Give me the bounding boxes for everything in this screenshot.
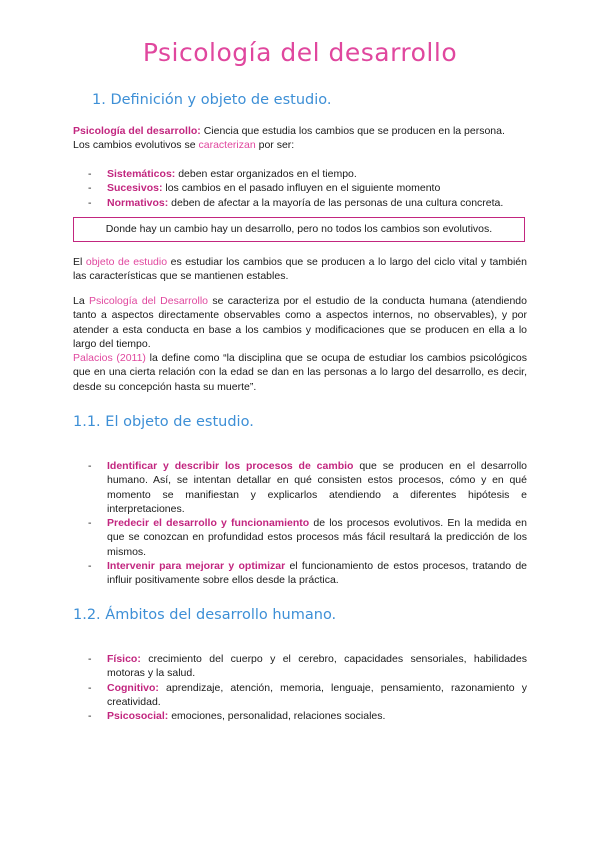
- bullet-dash: -: [88, 182, 92, 195]
- item-text: aprendizaje, atención, memoria, lenguaje, pensamiento, razonamiento y creatividad.: [107, 681, 527, 708]
- item-text: los cambios en el pasado influyen en el siguiente momento: [162, 182, 441, 195]
- list-item: [88, 652, 527, 681]
- item-term: Intervenir para mejorar y optimizar: [107, 560, 286, 573]
- item-text: que se producen en el desarrollo humano. Así, se intentan detallar en qué consisten estos procesos, cómo y en qué momento se manifiestan y explicarlos atendiendo a diferentes hipótesis e interpretaciones.: [107, 460, 528, 515]
- item-text: emociones, personalidad, relaciones sociales.: [168, 710, 386, 723]
- object-paragraph: [73, 255, 527, 284]
- item-term: Sucesivos:: [107, 182, 163, 195]
- text-fragment: El: [73, 256, 86, 268]
- item-term: Identificar y describir los procesos de cambio: [107, 460, 354, 472]
- item-text: deben de afectar a la mayoría de las personas de una cultura concreta.: [168, 196, 504, 209]
- definition-text: Ciencia que estudia los cambios que se producen en la persona.: [200, 125, 505, 137]
- object-term: objeto de estudio: [85, 256, 168, 268]
- bullet-dash: -: [88, 517, 92, 530]
- item-text: crecimiento del cuerpo y el cerebro, capacidades sensoriales, habilidades motoras y la salud.: [107, 653, 527, 680]
- bullet-dash: -: [88, 560, 92, 573]
- definition-term: Psicología del desarrollo:: [73, 125, 201, 137]
- bullet-dash: -: [88, 460, 92, 472]
- changes-intro: Los cambios evolutivos se: [73, 139, 199, 152]
- text-fragment: es estudiar los cambios que se producen a lo largo del ciclo vital y también las características que se mantienen estables.: [73, 256, 527, 283]
- list-item: [88, 559, 527, 588]
- item-term: Psicosocial:: [107, 710, 169, 723]
- section-1-1-heading: 1.1. El objeto de estudio.: [73, 414, 254, 430]
- bullet-dash: -: [88, 653, 92, 665]
- bullet-dash: -: [88, 196, 92, 209]
- list-item: [88, 181, 527, 195]
- section-1-2-heading: 1.2. Ámbitos del desarrollo humano.: [73, 607, 337, 623]
- text-fragment: se caracteriza por el estudio de la conducta humana (atendiendo tanto a aspectos directamente observables como a aspectos internos, no observables), y por atender a esta conducta en base a los cambios y modificaciones que se producen en ella a lo largo del tiempo.: [73, 295, 527, 350]
- bullet-dash: -: [88, 168, 92, 180]
- objectives-list: [88, 459, 527, 588]
- item-term: Sistemáticos:: [107, 168, 176, 180]
- item-term: Normativos:: [107, 196, 169, 209]
- list-item: [88, 167, 527, 181]
- text-fragment: La: [73, 295, 90, 307]
- domains-list: [88, 652, 527, 723]
- item-term: Físico:: [107, 653, 141, 665]
- bullet-dash: -: [88, 681, 92, 694]
- section-1-heading: 1. Definición y objeto de estudio.: [92, 92, 332, 108]
- bullet-dash: -: [88, 710, 92, 723]
- item-term: Predecir el desarrollo y funcionamiento: [107, 517, 310, 530]
- item-text: deben estar organizados en el tiempo.: [175, 168, 357, 180]
- characteristics-list: [88, 167, 527, 210]
- list-item: [88, 709, 527, 723]
- callout-box: Donde hay un cambio hay un desarrollo, pero no todos los cambios son evolutivos.: [73, 217, 525, 242]
- changes-post: por ser:: [255, 139, 295, 152]
- list-item: [88, 196, 527, 210]
- list-item: [88, 681, 527, 710]
- changes-term: caracterizan: [198, 139, 256, 152]
- psychology-paragraph: [73, 294, 527, 394]
- item-text: el funcionamiento de estos procesos, tratando de influir positivamente sobre ellos desde la práctica.: [107, 560, 527, 587]
- list-item: [88, 459, 527, 516]
- page-title: Psicología del desarrollo: [142, 38, 458, 67]
- list-item: [88, 516, 527, 559]
- definition-paragraph: [73, 124, 527, 153]
- palacios-citation: Palacios (2011): [73, 352, 146, 365]
- psychology-term: Psicología del Desarrollo: [89, 295, 209, 307]
- item-term: Cognitivo:: [107, 681, 159, 694]
- text-fragment: la define como “la disciplina que se ocupa de estudiar los cambios psicológicos que en una cierta relación con la edad se dan en las personas a lo largo del desarrollo, es decir, desde su concepción hasta su muerte”.: [73, 352, 527, 393]
- item-text: de los procesos evolutivos. En la medida en que se conozcan en profundidad estos procesos más fácil resultará la predicción de los mismos.: [107, 517, 527, 558]
